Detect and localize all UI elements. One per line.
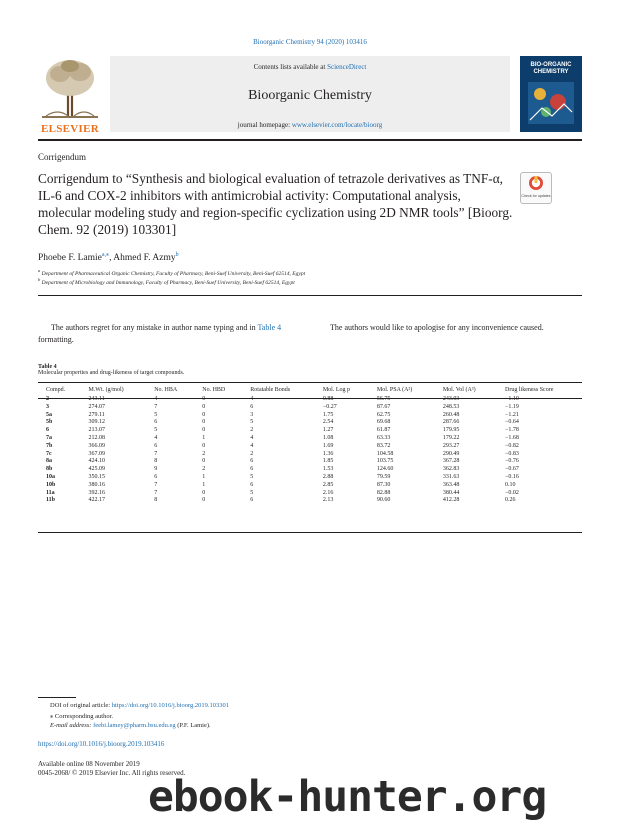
table-cell: −0.27 (322, 403, 337, 410)
table-cell: 4 (154, 396, 158, 402)
table-row (38, 435, 582, 443)
column-header: Mol. Log p (322, 387, 350, 393)
table-body (38, 396, 582, 505)
column-header: Drug likeness Score (505, 387, 554, 393)
table-cell: 380.16 (88, 481, 105, 488)
table-row (38, 451, 582, 459)
table-cell: −0.02 (505, 489, 519, 496)
compound-id-cell: 10a (46, 473, 55, 480)
table-cell: 1.36 (322, 450, 334, 457)
table-cell: 367.09 (88, 450, 105, 457)
check-for-updates-button[interactable] (520, 172, 552, 204)
table-cell: 260.48 (442, 411, 460, 418)
table-cell: 1.85 (322, 458, 334, 465)
table-cell: 179.22 (442, 434, 460, 441)
table-cell: 1.75 (322, 411, 334, 418)
contents-prefix: Contents lists available at (253, 63, 328, 71)
email-link[interactable]: feebi.lamey@pharm.bsu.edu.eg (93, 722, 176, 729)
table-cell: 2.16 (322, 489, 334, 496)
affiliation-rule (38, 295, 582, 296)
table-cell: 290.49 (442, 450, 460, 457)
compound-id-cell: 5a (46, 411, 52, 418)
table-caption (38, 364, 184, 376)
table-cell: 362.83 (442, 466, 460, 473)
table-cell: 367.28 (442, 458, 460, 465)
compound-id-cell: 5b (46, 419, 53, 426)
table-cell: 0 (202, 497, 206, 504)
table-cell: 331.63 (442, 473, 460, 480)
table-cell: 5 (250, 473, 254, 480)
table-cell: 380.44 (442, 489, 460, 496)
table-cell: 2 (250, 450, 254, 457)
body-paragraph-left (38, 322, 308, 346)
affiliation-text: Department of Microbiology and Immunology, Faculty of Pharmacy, Beni-Suef University, Beni-Suef 62514, Egypt (41, 279, 295, 286)
table-cell: 83.72 (376, 442, 391, 449)
original-doi-link[interactable]: https://doi.org/10.1016/j.bioorg.2019.103301 (111, 702, 230, 709)
table-cell: 2.85 (322, 481, 334, 488)
table-cell: −0.64 (505, 419, 519, 426)
table-row (38, 466, 582, 474)
table-cell: 6 (250, 497, 254, 504)
table-cell: 2.13 (322, 497, 334, 504)
original-doi-footnote (50, 702, 229, 709)
table-cell: 6 (250, 481, 254, 488)
table-cell: 6 (250, 466, 254, 473)
affiliation (38, 268, 305, 277)
column-header: M.Wt. (g/mol) (88, 387, 124, 393)
table-cell: −1.78 (505, 427, 519, 434)
table-cell: −0.76 (505, 458, 519, 465)
table-row (38, 482, 582, 490)
footnote-rule (38, 697, 76, 698)
table-cell: 248.53 (442, 403, 460, 410)
publisher-logo-text: ELSEVIER (40, 123, 100, 135)
table-cell: 274.07 (88, 403, 105, 410)
author-affiliation-marker[interactable]: b (175, 252, 179, 258)
table-cell: 9 (154, 466, 158, 473)
compound-id-cell: 8a (46, 458, 52, 465)
table-cell: 293.27 (442, 442, 460, 449)
table-cell: 63.33 (376, 434, 391, 441)
affiliation-marker: a (38, 268, 41, 273)
column-header: Mol. Vol (A³) (442, 387, 476, 393)
contents-available-line (110, 63, 510, 71)
table-cell: 1.69 (322, 442, 334, 449)
compound-id-cell: 3 (46, 403, 49, 410)
table-cell: 2.88 (322, 473, 334, 480)
body-text: The authors regret for any mistake in author name typing and in (51, 323, 258, 332)
article-type: Corrigendum (38, 152, 86, 162)
table-cell: 0.26 (505, 497, 516, 504)
table-cell: 363.48 (442, 481, 460, 488)
table-cell: 79.59 (376, 473, 391, 480)
table-row (38, 443, 582, 451)
table-cell: 0.10 (505, 481, 516, 488)
table-cell: 3 (250, 411, 254, 418)
table-cell: −1.10 (505, 396, 519, 402)
homepage-prefix: journal homepage: (237, 121, 292, 129)
table-cell: 0 (202, 396, 206, 402)
table-cell: 7 (154, 450, 158, 457)
table-cell: 350.15 (88, 473, 105, 480)
table-cell: 1 (202, 481, 206, 488)
cover-artwork (528, 82, 574, 124)
table-cell: 61.87 (376, 427, 391, 434)
article-title: Corrigendum to “Synthesis and biological evaluation of tetrazole derivatives as TNF-α, IL-6 and COX-2 inhibitors with antimicrobial activity: Computational analysis, molecular modeling study and region-specific cyclization using 2D NMR tools” [Bioorg. Chem. 92 (2019) 103301] (38, 171, 513, 237)
table-label: Table 4 (38, 364, 57, 370)
footnote-text: Corresponding author. (54, 713, 114, 720)
table-cell: 87.67 (376, 403, 391, 410)
table-cell: 6 (154, 442, 158, 449)
affiliation-text: Department of Pharmaceutical Organic Chemistry, Faculty of Pharmacy, Beni-Suef University, Beni-Suef 62514, Egypt (41, 270, 306, 277)
table-row (38, 419, 582, 427)
column-header: Mol. PSA (A²) (376, 387, 413, 393)
table-row (38, 490, 582, 498)
table-cell: 287.66 (442, 419, 460, 426)
compound-id-cell: 7b (46, 442, 53, 449)
column-header: No. HBD (202, 387, 226, 393)
table-cell: −0.83 (505, 450, 519, 457)
column-header: No. HBA (154, 387, 178, 393)
table-cell: 4 (250, 442, 254, 449)
body-paragraph-right: The authors would like to apologise for any inconvenience caused. (330, 323, 544, 332)
journal-name: Bioorganic Chemistry (248, 88, 372, 103)
table-row (38, 396, 582, 404)
table-cell: 8 (154, 458, 158, 465)
elsevier-tree-logo (38, 56, 102, 132)
compound-id-cell: 7a (46, 434, 52, 441)
table-cell: 0.88 (322, 396, 334, 402)
homepage-link[interactable]: www.elsevier.com/locate/bioorg (291, 121, 383, 129)
table-cell: 1 (202, 434, 206, 441)
email-footnote (50, 722, 211, 729)
cover-title: BIO-ORGANIC CHEMISTRY (530, 62, 572, 75)
author-name: Phoebe F. Lamie (38, 253, 102, 264)
table-cell: 6 (250, 403, 254, 410)
journal-citation-link[interactable]: Bioorganic Chemistry 94 (2020) 103416 (253, 38, 367, 46)
compound-id-cell: 7c (46, 450, 52, 457)
table-cell: 0 (202, 411, 206, 418)
table-cell: 0 (202, 419, 206, 426)
table-cell: 422.17 (88, 497, 105, 504)
table-cell: 6 (154, 419, 158, 426)
table-cell: 0 (202, 489, 206, 496)
table-cell: 7 (154, 403, 158, 410)
journal-homepage-line (110, 121, 510, 129)
table-cell: 6 (154, 473, 158, 480)
table-cell: 412.28 (442, 497, 460, 504)
table-cell: 6 (250, 458, 254, 465)
copyright-notice: 0045-2068/ © 2019 Elsevier Inc. All rights reserved. (38, 769, 186, 777)
compound-id-cell: 8b (46, 466, 53, 473)
table-cell: −0.82 (505, 442, 519, 449)
table-cell: 424.10 (88, 458, 105, 465)
header-rule (38, 139, 582, 141)
body-text: formatting. (38, 335, 74, 344)
footnote-text: DOI of original article: (50, 702, 112, 709)
table-cell: 82.88 (376, 489, 391, 496)
table-cell: 243.03 (442, 396, 460, 402)
check-updates-icon (521, 173, 551, 193)
available-online-date: Available online 08 November 2019 (38, 760, 140, 768)
table-row (38, 404, 582, 412)
table-cell: 2 (250, 427, 254, 434)
table-bottom-rule (38, 532, 582, 533)
compound-id-cell: 11b (46, 497, 56, 504)
author-name: Ahmed F. Azmy (113, 253, 176, 264)
corresponding-author-footnote (50, 712, 113, 720)
table-cell: 2 (202, 466, 206, 473)
check-updates-label: Check for updates (521, 194, 551, 198)
table-cell: 2.54 (322, 419, 334, 426)
table-cell: 0 (202, 427, 206, 434)
table-cell: −0.16 (505, 473, 519, 480)
table-cell: 279.11 (88, 411, 105, 418)
affiliation (38, 277, 295, 286)
table-cell: 103.75 (376, 458, 394, 465)
compound-id-cell: 11a (46, 489, 55, 496)
sciencedirect-link[interactable]: ScienceDirect (327, 63, 367, 71)
column-header: Compd. (46, 387, 66, 393)
table-cell: 425.09 (88, 466, 105, 473)
corresponding-marker: ⁎ (50, 713, 54, 720)
author-affiliation-marker[interactable]: a,⁎ (101, 252, 110, 258)
table-cell: −1.68 (505, 434, 519, 441)
table-cell: 243.11 (88, 396, 105, 402)
table-cell: 5 (250, 489, 254, 496)
table-4-link[interactable]: Table 4 (257, 323, 282, 332)
author-list: Phoebe F. Lamie$^{a,⁎}$, Ahmed F. Azmy$^b$ (38, 252, 179, 264)
journal-cover-image (520, 56, 582, 132)
table-cell: 104.58 (376, 450, 394, 457)
table-cell: 1.27 (322, 427, 334, 434)
table-cell: 5 (250, 419, 254, 426)
table-caption-text: Molecular properties and drug-likeness of target compounds. (38, 370, 185, 376)
table-cell: 366.09 (88, 442, 105, 449)
affiliation-marker: b (38, 277, 41, 282)
article-doi-link[interactable]: https://doi.org/10.1016/j.bioorg.2019.103416 (38, 740, 165, 748)
column-header: Rotatable Bonds (250, 387, 291, 393)
table-cell: 124.60 (376, 466, 394, 473)
table-cell: 4 (154, 434, 158, 441)
table-cell: −0.67 (505, 466, 519, 473)
table-top-rule (38, 382, 582, 383)
table-cell: 69.68 (376, 419, 391, 426)
table-row (38, 412, 582, 420)
table-row (38, 458, 582, 466)
footnote-text: (P.F. Lamie). (175, 722, 211, 729)
table-cell: 213.07 (88, 427, 105, 434)
table-cell: 0 (202, 403, 206, 410)
molecular-properties-table (38, 384, 582, 505)
table-row (38, 474, 582, 482)
table-row (38, 497, 582, 505)
table-cell: 1 (202, 473, 206, 480)
watermark-text: ebook-hunter.org (148, 772, 547, 822)
table-cell: 5 (154, 411, 158, 418)
table-cell: 62.75 (376, 411, 391, 418)
table-cell: 7 (154, 481, 158, 488)
table-cell: 0 (202, 442, 206, 449)
table-cell: 212.08 (88, 434, 105, 441)
table-row (38, 427, 582, 435)
compound-id-cell: 10b (46, 481, 56, 488)
table-cell: 4 (250, 396, 254, 402)
email-label: E-mail address: (50, 722, 94, 729)
table-cell: 7 (154, 489, 158, 496)
table-cell: 87.30 (376, 481, 391, 488)
table-cell: 56.75 (376, 396, 391, 402)
table-cell: 179.95 (442, 427, 460, 434)
table-cell: 0 (202, 458, 206, 465)
compound-id-cell: 2 (46, 396, 49, 402)
table-cell: 2 (202, 450, 206, 457)
table-cell: 5 (154, 427, 158, 434)
table-cell: 90.60 (376, 497, 391, 504)
table-cell: 392.16 (88, 489, 105, 496)
table-cell: 8 (154, 497, 158, 504)
compound-id-cell: 6 (46, 427, 49, 434)
table-cell: 1.08 (322, 434, 334, 441)
table-cell: −1.19 (505, 403, 519, 410)
table-cell: 1.53 (322, 466, 334, 473)
table-header-row (38, 384, 582, 396)
table-cell: 309.12 (88, 419, 105, 426)
table-cell: −1.21 (505, 411, 519, 418)
table-cell: 4 (250, 434, 254, 441)
